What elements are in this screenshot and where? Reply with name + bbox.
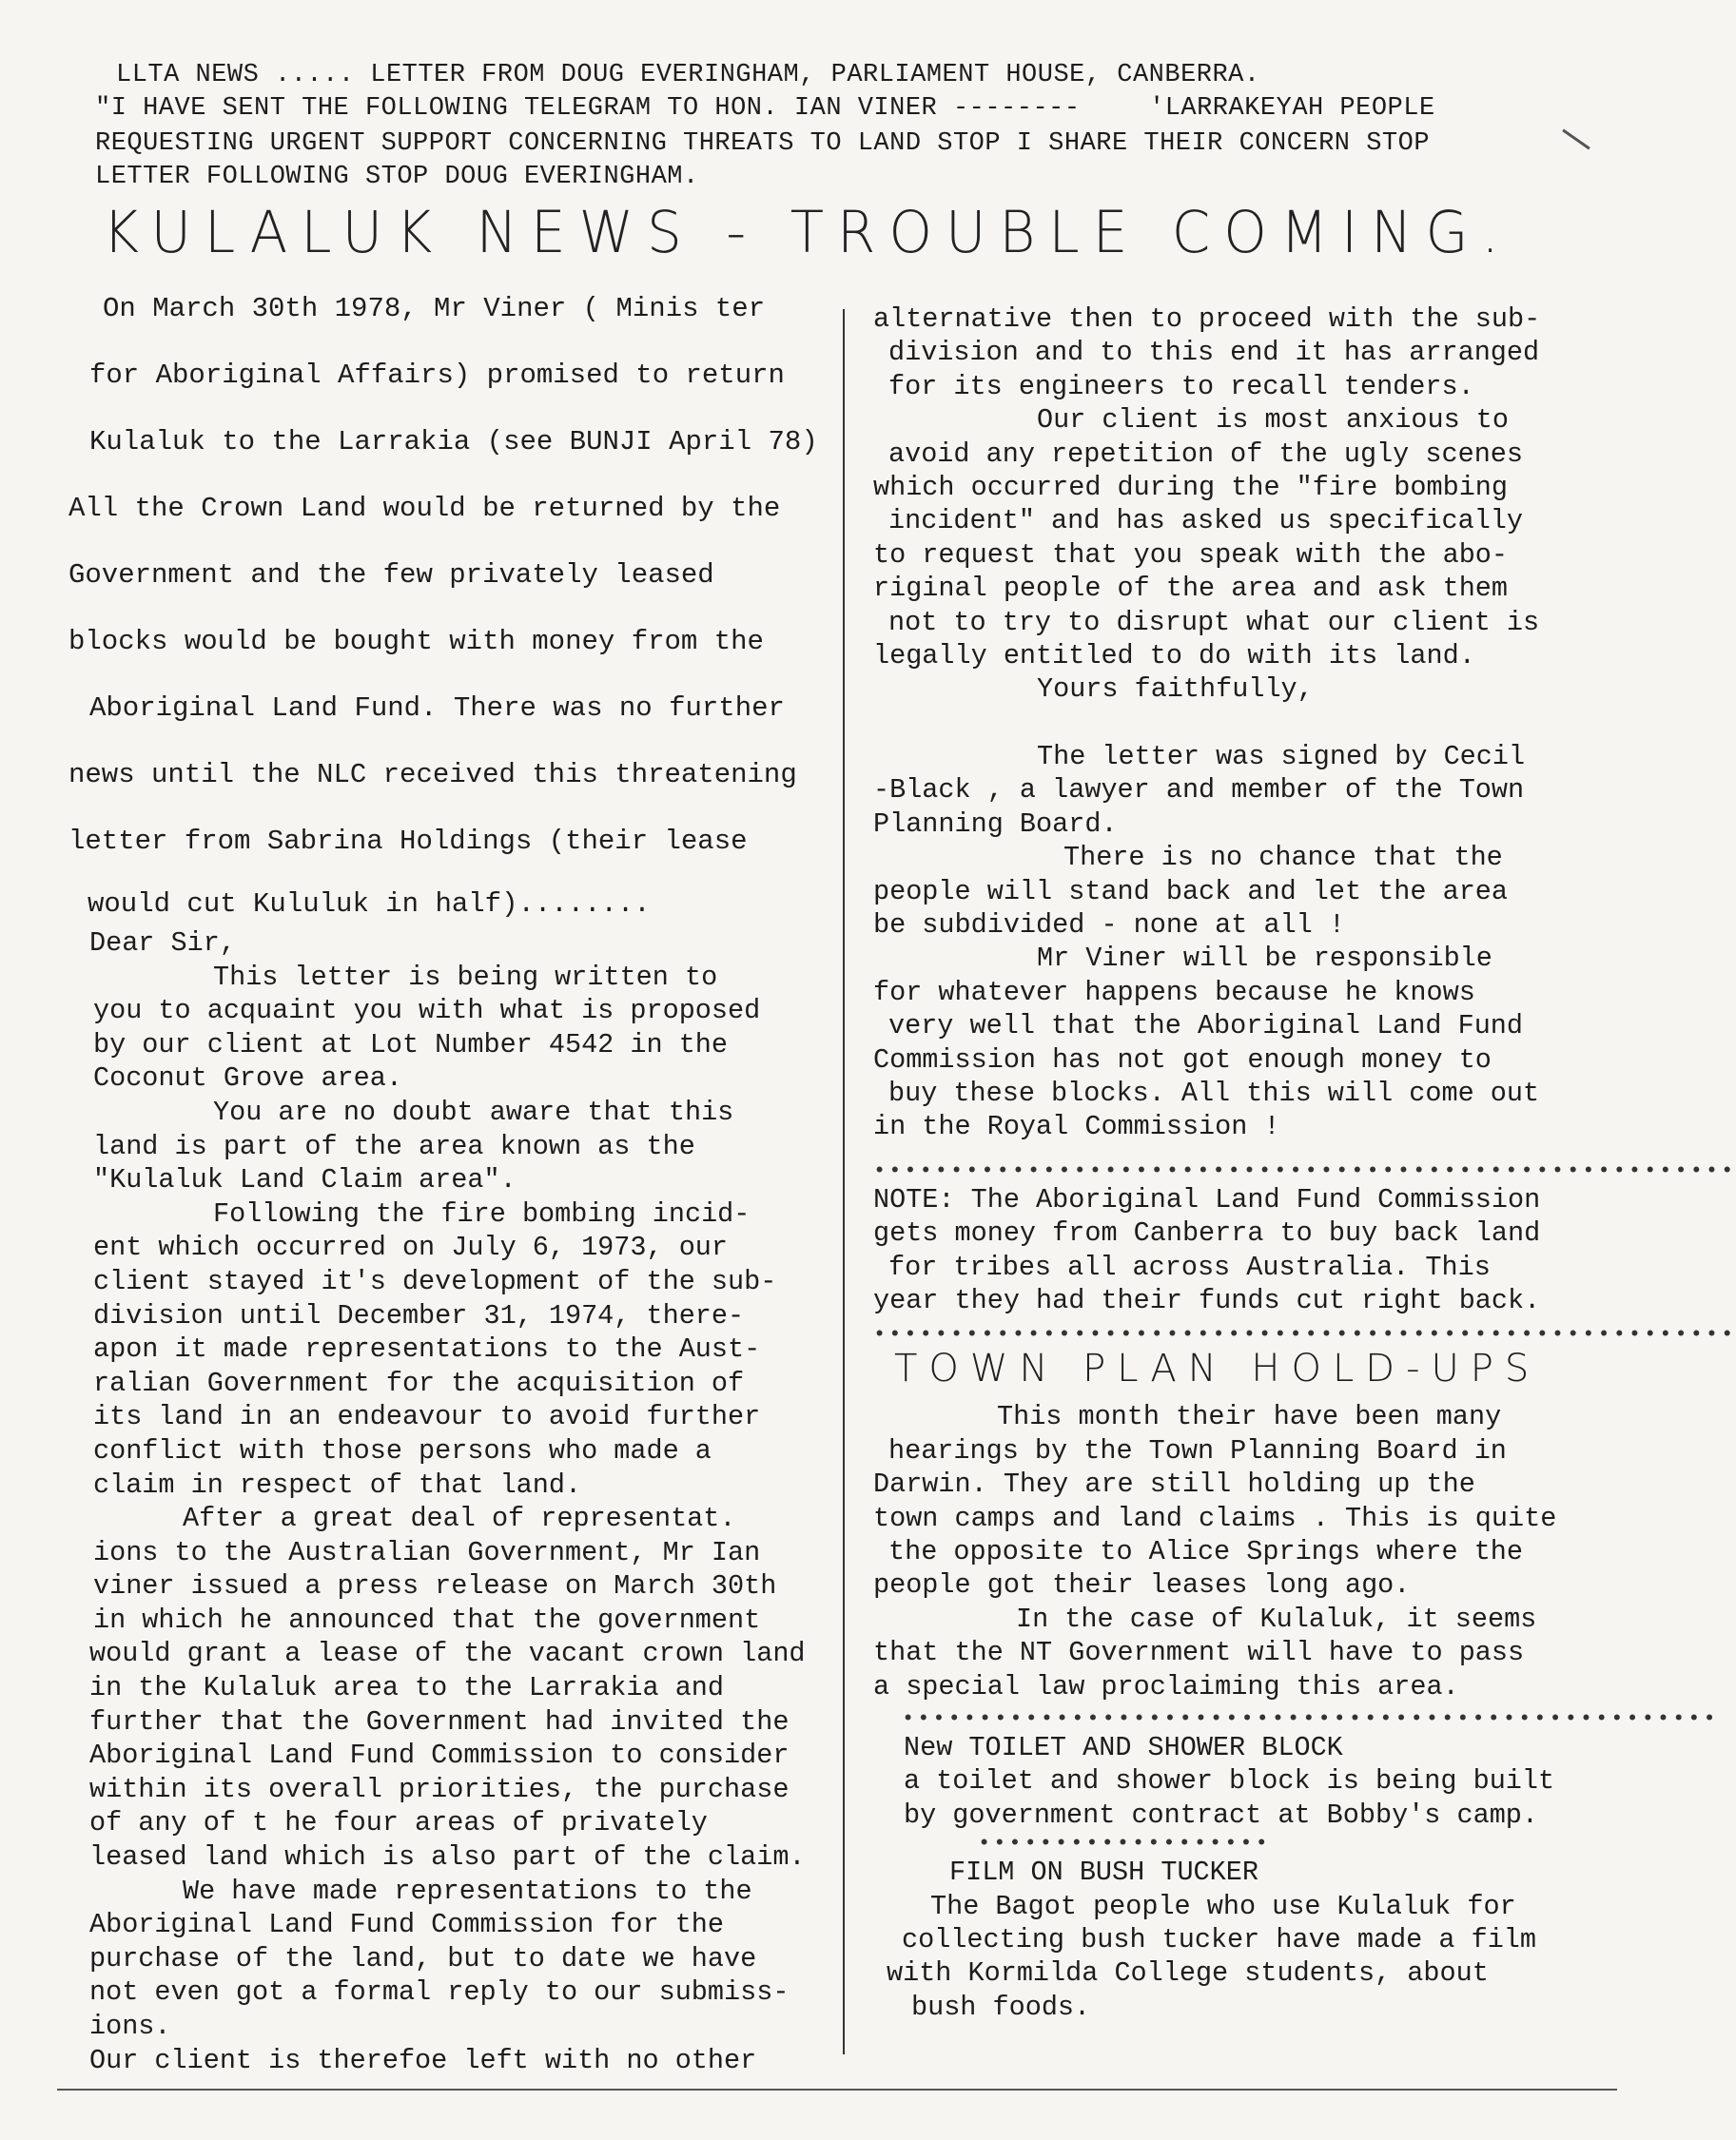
letter-line: for its engineers to recall tenders. xyxy=(888,370,1474,402)
letter-line: Aboriginal Land Fund Commission for the xyxy=(89,1909,725,1941)
letter-line: ralian Government for the acquisition of xyxy=(93,1367,745,1399)
letter-line: of any of t he four areas of privately xyxy=(89,1807,708,1839)
letter-line: you to acquaint you with what is proposed xyxy=(93,995,761,1027)
letter-line: Dear Sir, xyxy=(89,927,236,959)
commentary-line: -Black , a lawyer and member of the Town xyxy=(873,774,1525,807)
commentary-line: be subdivided - none at all ! xyxy=(873,908,1345,941)
letter-line: land is part of the area known as the xyxy=(93,1130,695,1162)
letter-line: leased land which is also part of the claim. xyxy=(89,1841,806,1874)
sabrina-letter xyxy=(68,926,829,2077)
right-column xyxy=(873,302,1736,2024)
letter-line: incident" and has asked us specifically xyxy=(888,505,1524,537)
note-line: gets money from Canberra to buy back land xyxy=(873,1217,1541,1250)
intro-paragraph xyxy=(68,276,829,926)
article-line: Darwin. They are still holding up the xyxy=(873,1469,1475,1501)
letter-line: ent which occurred on July 6, 1973, our xyxy=(93,1232,729,1264)
film-article xyxy=(873,1856,1596,2024)
intro-line: On March 30th 1978, Mr Viner ( Minis ter xyxy=(103,293,766,324)
intro-line: Aboriginal Land Fund. There was no further xyxy=(89,692,785,724)
letter-line: division until December 31, 1974, there- xyxy=(93,1299,745,1332)
intro-line: blocks would be bought with money from the xyxy=(68,626,764,657)
commentary-line: Mr Viner will be responsible xyxy=(1037,943,1492,975)
letter-line: apon it made representations to the Aust- xyxy=(93,1333,761,1366)
letter-line: which occurred during the "fire bombing xyxy=(873,472,1509,504)
commentary-line: The letter was signed by Cecil xyxy=(1037,740,1526,772)
letter-line: further that the Government had invited the xyxy=(89,1705,790,1738)
letter-line: in the Kulaluk area to the Larrakia and xyxy=(89,1672,725,1704)
toilet-article xyxy=(873,1731,1596,1832)
column-divider xyxy=(843,309,845,2054)
dotted-separator: ••••••••••••••••••••••••••••••••••••••••••••••••••••• xyxy=(902,1707,1719,1732)
letter-line: to request that you speak with the abo- xyxy=(873,538,1509,571)
note-line: NOTE: The Aboriginal Land Fund Commission xyxy=(873,1183,1541,1216)
letter-line: division and to this end it has arranged xyxy=(888,337,1540,369)
header-line-2-right: 'LARRAKEYAH PEOPLE xyxy=(1149,94,1435,123)
intro-line: news until the NLC received this threatening xyxy=(68,759,797,790)
article-line: collecting bush tucker have made a film xyxy=(902,1924,1537,1956)
letter-line: Our client is most anxious to xyxy=(1037,404,1509,437)
header-line-2-left: "I HAVE SENT THE FOLLOWING TELEGRAM TO HON. IAN VINER -------- xyxy=(95,94,1081,123)
letter-line: After a great deal of representat. xyxy=(183,1503,736,1535)
letter-line: within its overall priorities, the purchase xyxy=(89,1773,790,1805)
commentary-line: Commission has not got enough money to xyxy=(873,1043,1492,1076)
film-heading: FILM ON BUSH TUCKER xyxy=(949,1857,1258,1889)
letter-line: in which he announced that the government xyxy=(93,1604,761,1636)
article-line: people got their leases long ago. xyxy=(873,1569,1411,1602)
article-line: In the case of Kulaluk, it seems xyxy=(1016,1603,1537,1635)
note-line: year they had their funds cut right back. xyxy=(873,1284,1541,1316)
article-line: hearings by the Town Planning Board in xyxy=(888,1434,1507,1467)
commentary xyxy=(873,740,1596,1144)
commentary-line: very well that the Aboriginal Land Fund xyxy=(888,1010,1524,1042)
letter-line: ions to the Australian Government, Mr Ian xyxy=(93,1536,761,1568)
letter-line: "Kulaluk Land Claim area". xyxy=(93,1164,517,1196)
intro-line: letter from Sabrina Holdings (their lease xyxy=(68,826,748,857)
letter-line: purchase of the land, but to date we have xyxy=(89,1942,757,1975)
commentary-line: Planning Board. xyxy=(873,807,1118,840)
header-line-1: LLTA NEWS ..... LETTER FROM DOUG EVERINGHAM, PARLIAMENT HOUSE, CANBERRA. xyxy=(116,61,1260,89)
dotted-separator: •••••••••••••••••••••••••••••••••••••••••••••••••••••••• xyxy=(873,1323,1736,1348)
intro-line: for Aboriginal Affairs) promised to return xyxy=(89,360,785,391)
letter-signoff: Yours faithfully, xyxy=(1037,673,1314,706)
telegram-header xyxy=(95,59,1579,194)
letter-continuation xyxy=(873,302,1596,707)
article-line: This month their have been many xyxy=(997,1401,1502,1433)
town-plan-heading: TOWN PLAN HOLD-UPS xyxy=(894,1347,1541,1391)
bottom-rule xyxy=(57,2089,1617,2091)
letter-line: its land in an endeavour to avoid further xyxy=(93,1401,761,1433)
article-line: that the NT Government will have to pass xyxy=(873,1637,1525,1669)
dotted-separator: •••••••••••••••••••••••••••••••••••••••••••••••••••••••• xyxy=(873,1158,1736,1183)
intro-line: Government and the few privately leased xyxy=(68,559,714,591)
intro-line: All the Crown Land would be returned by the xyxy=(68,493,781,524)
article-line: a special law proclaiming this area. xyxy=(873,1670,1459,1702)
article-line: The Bagot people who use Kulaluk for xyxy=(930,1890,1516,1922)
article-line: bush foods. xyxy=(911,1991,1091,2023)
letter-line: legally entitled to do with its land. xyxy=(873,640,1475,672)
letter-line: Aboriginal Land Fund Commission to consider xyxy=(89,1740,790,1772)
header-line-3: REQUESTING URGENT SUPPORT CONCERNING THREATS TO LAND STOP I SHARE THEIR CONCERN STOP xyxy=(95,129,1431,158)
commentary-line: for whatever happens because he knows xyxy=(873,976,1475,1008)
letter-line: We have made representations to the xyxy=(183,1875,752,1907)
letter-line: by our client at Lot Number 4542 in the xyxy=(93,1028,729,1060)
letter-line: not to try to disrupt what our client is xyxy=(888,606,1540,638)
letter-line: riginal people of the area and ask them xyxy=(873,573,1509,605)
article-line: with Kormilda College students, about xyxy=(887,1957,1489,1990)
left-column xyxy=(68,276,829,2077)
article-line: by government contract at Bobby's camp. xyxy=(904,1799,1539,1831)
intro-line: Kulaluk to the Larrakia (see BUNJI April 78) xyxy=(89,426,818,457)
page-title: KULALUK NEWS - TROUBLE COMING. xyxy=(103,198,1512,266)
article-line: a toilet and shower block is being built xyxy=(904,1765,1555,1798)
commentary-line: in the Royal Commission ! xyxy=(873,1111,1280,1143)
intro-line: would cut Kululuk in half)........ xyxy=(88,888,651,920)
letter-line: claim in respect of that land. xyxy=(93,1469,582,1501)
letter-line: not even got a formal reply to our submiss- xyxy=(89,1976,790,2009)
letter-line: Coconut Grove area. xyxy=(93,1062,402,1095)
letter-line: Following the fire bombing incid- xyxy=(213,1197,751,1230)
article-line: town camps and land claims . This is quite xyxy=(873,1502,1557,1534)
town-plan-article xyxy=(873,1400,1596,1703)
letter-line: conflict with those persons who made a xyxy=(93,1434,712,1467)
letter-line: would grant a lease of the vacant crown land xyxy=(89,1638,806,1670)
commentary-line: There is no chance that the xyxy=(1063,842,1503,874)
letter-line: alternative then to proceed with the sub- xyxy=(873,303,1541,335)
commentary-line: buy these blocks. All this will come out xyxy=(888,1077,1540,1109)
note-box xyxy=(873,1183,1596,1318)
letter-line: You are no doubt aware that this xyxy=(213,1096,734,1128)
header-line-2 xyxy=(95,92,1579,126)
dotted-separator: ••••••••••••••••••• xyxy=(978,1832,1271,1857)
article-line: the opposite to Alice Springs where the xyxy=(888,1536,1524,1567)
letter-line: Our client is therefoe left with no other xyxy=(89,2044,757,2076)
letter-line: viner issued a press release on March 30th xyxy=(93,1570,777,1603)
letter-line: This letter is being written to xyxy=(213,961,718,993)
letter-line: ions. xyxy=(89,2011,171,2042)
note-line: for tribes all across Australia. This xyxy=(888,1251,1491,1283)
commentary-line: people will stand back and let the area xyxy=(873,875,1509,907)
toilet-heading: New TOILET AND SHOWER BLOCK xyxy=(904,1732,1343,1764)
header-line-4: LETTER FOLLOWING STOP DOUG EVERINGHAM. xyxy=(95,163,699,191)
letter-line: avoid any repetition of the ugly scenes xyxy=(888,438,1524,470)
letter-line: client stayed it's development of the sub- xyxy=(93,1265,777,1297)
